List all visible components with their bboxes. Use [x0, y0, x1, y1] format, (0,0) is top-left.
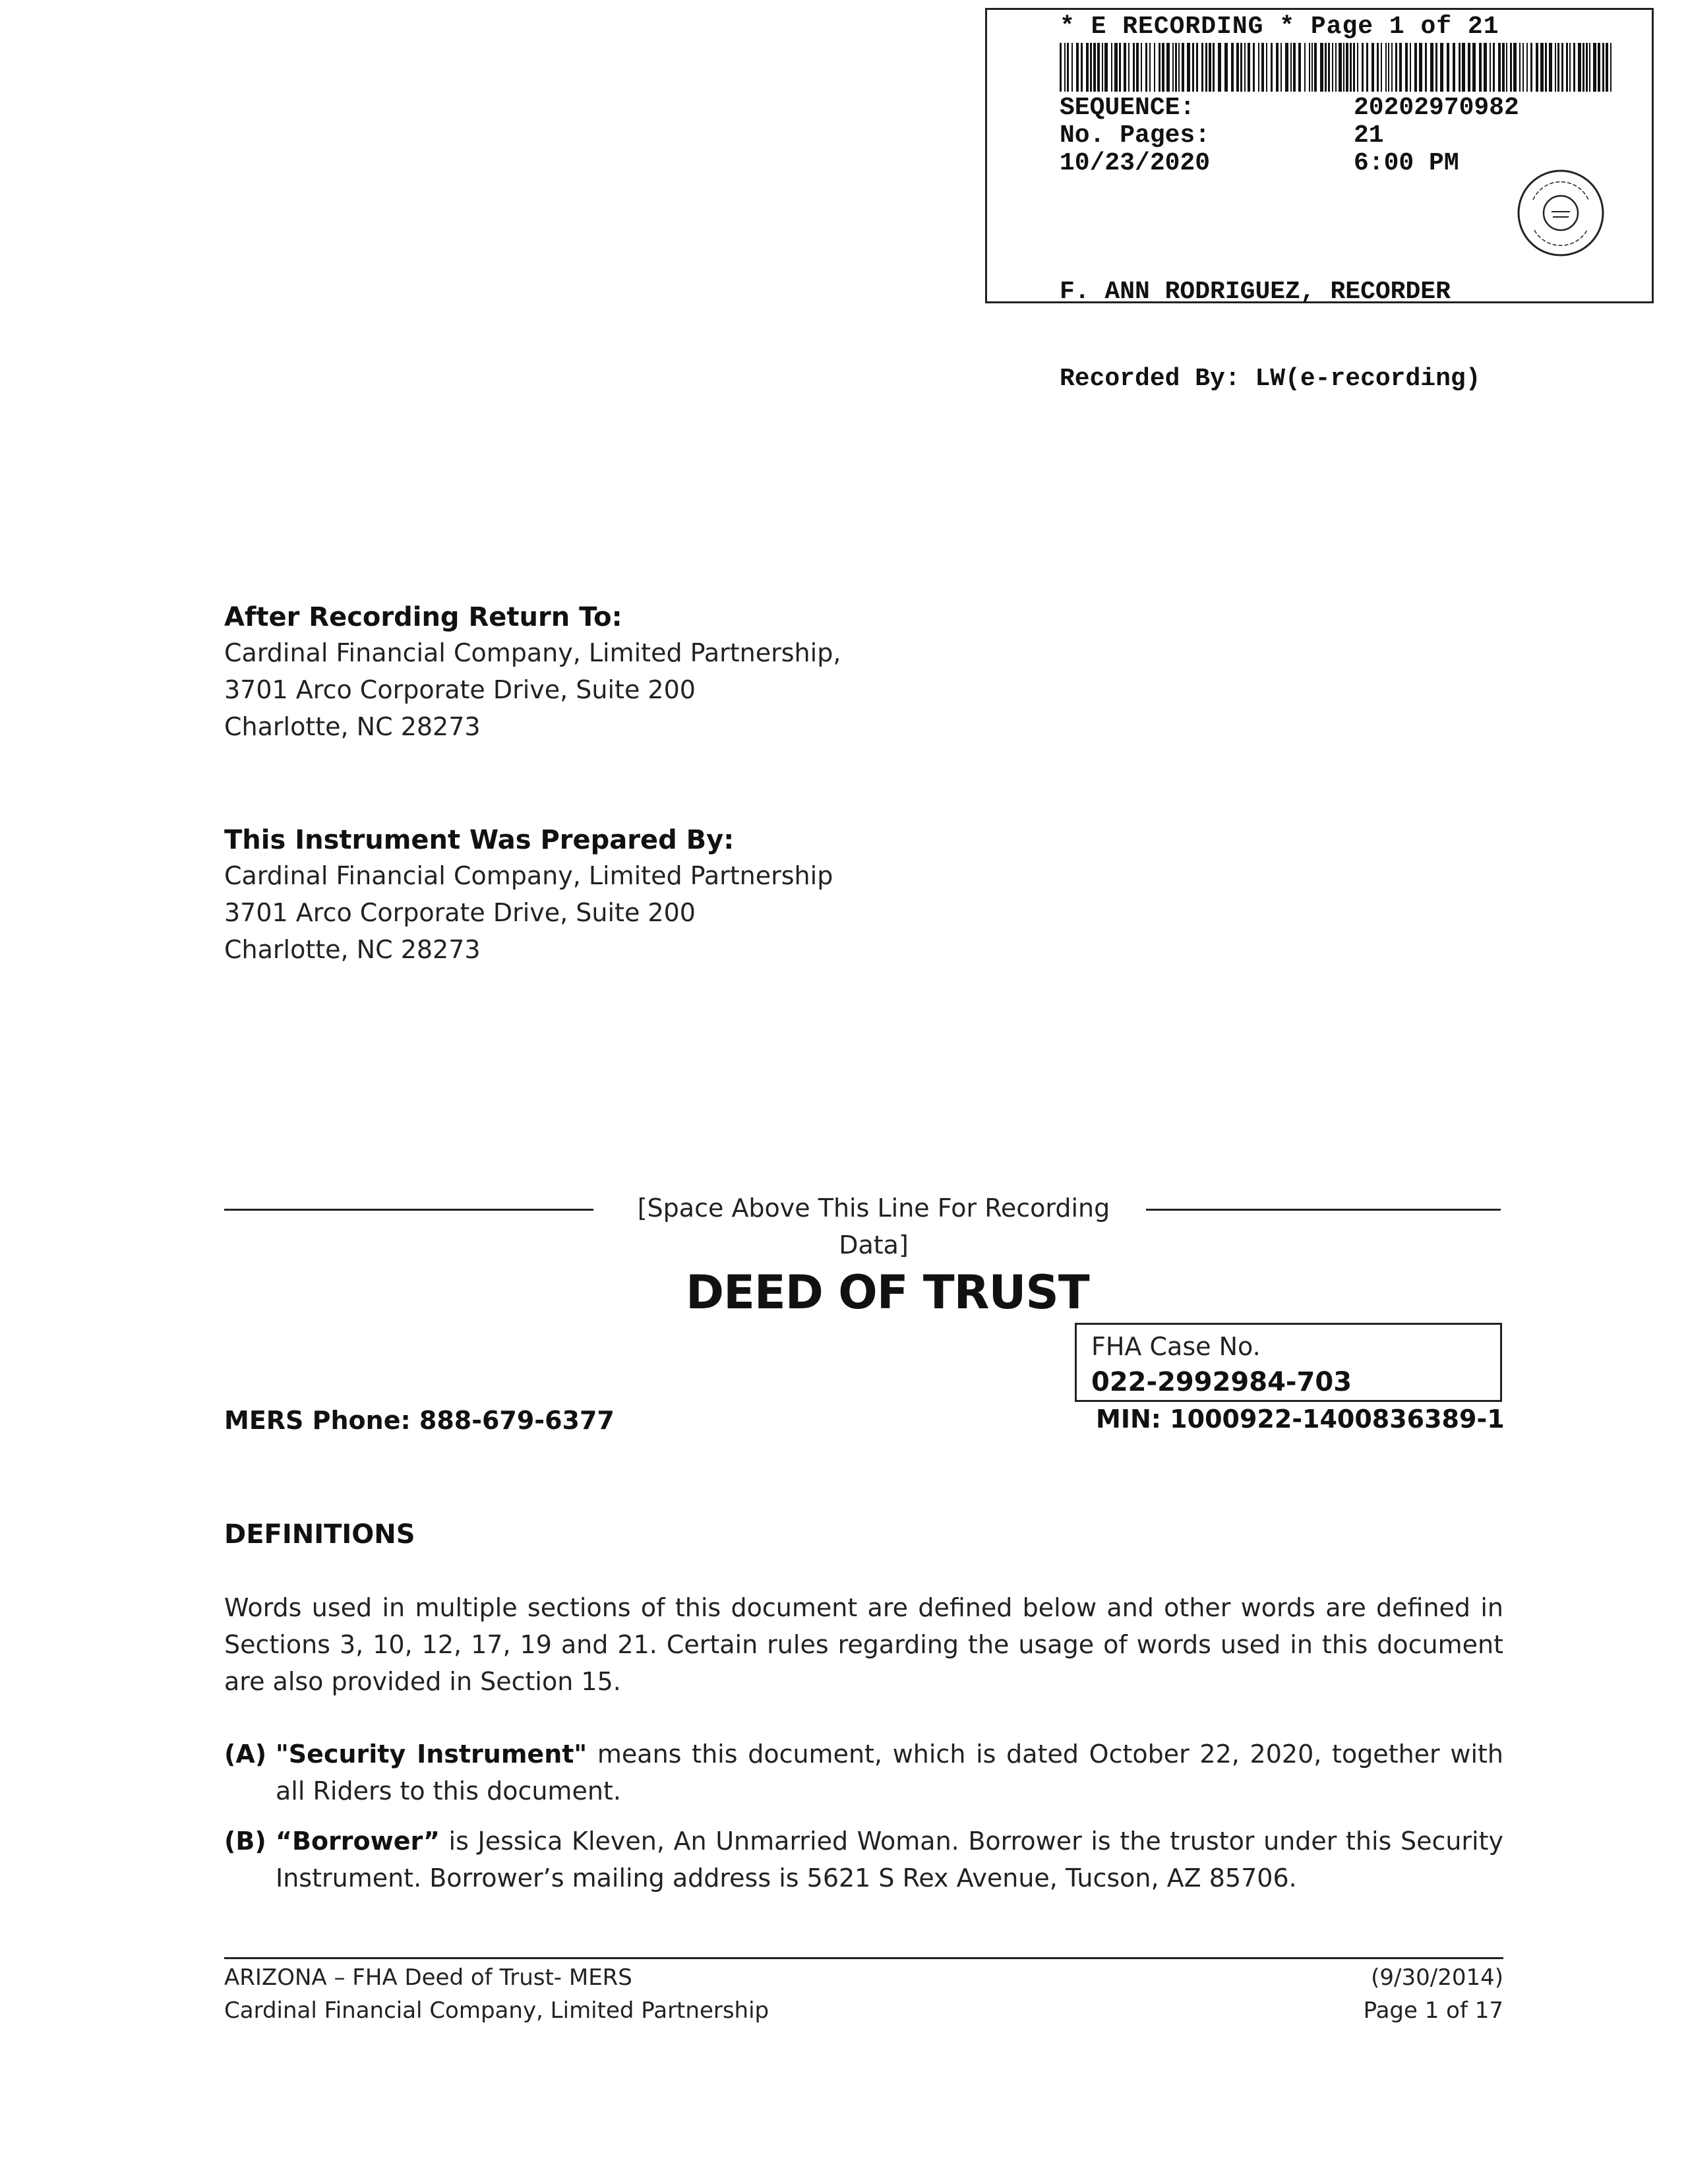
barcode-bar — [1266, 43, 1267, 92]
barcode-bar — [1569, 43, 1571, 92]
barcode-bar — [1205, 43, 1207, 92]
barcode-bar — [1526, 43, 1528, 92]
stamp-label: 10/23/2020 — [1060, 149, 1211, 177]
barcode-bar — [1586, 43, 1588, 92]
barcode-bar — [1182, 43, 1184, 92]
barcode-bar — [1506, 43, 1507, 92]
barcode-bar — [1391, 43, 1393, 92]
stamp-fields — [1060, 94, 1587, 177]
barcode-bar — [1493, 43, 1495, 92]
return-to-block — [224, 600, 841, 745]
barcode-bar — [1453, 43, 1455, 92]
barcode-bar — [1290, 43, 1292, 92]
barcode-bar — [1236, 43, 1239, 92]
barcode-bar — [1545, 43, 1547, 92]
barcode-bar — [1298, 43, 1301, 92]
barcode-bar — [1419, 43, 1422, 92]
prepared-by-heading: This Instrument Was Prepared By: — [224, 825, 735, 855]
barcode-bar — [1414, 43, 1417, 92]
footer-page-number: Page 1 of 17 — [1363, 1997, 1503, 2024]
barcode-bar — [1346, 43, 1348, 92]
barcode-bar — [1593, 43, 1596, 92]
barcode-bar — [1309, 43, 1310, 92]
barcode-bar — [1258, 43, 1259, 92]
stamp-row-pages — [1060, 122, 1587, 150]
barcode-bar — [1447, 43, 1449, 92]
barcode-bar — [1114, 43, 1118, 92]
footer-right — [1253, 1961, 1503, 2027]
barcode-bar — [1353, 43, 1355, 92]
barcode-bar — [1209, 43, 1211, 92]
barcode-bar — [1385, 43, 1387, 92]
stamp-recorder — [1060, 220, 1481, 452]
barcode-bar — [1231, 43, 1234, 92]
prepared-by-line: Charlotte, NC 28273 — [224, 935, 481, 964]
barcode — [1060, 43, 1615, 92]
definition-text — [276, 1823, 1503, 1896]
barcode-bar — [1343, 43, 1344, 92]
barcode-bar — [1162, 43, 1164, 92]
barcode-bar — [1366, 43, 1368, 92]
barcode-bar — [1124, 43, 1126, 92]
barcode-bar — [1557, 43, 1559, 92]
recording-data-divider — [224, 1187, 1501, 1259]
stamp-label: SEQUENCE: — [1060, 94, 1195, 122]
barcode-bar — [1261, 43, 1264, 92]
barcode-bar — [1311, 43, 1313, 92]
barcode-bar — [1097, 43, 1100, 92]
barcode-bar — [1071, 43, 1073, 92]
barcode-bar — [1381, 43, 1382, 92]
barcode-bar — [1425, 43, 1427, 92]
divider-rule — [1146, 1209, 1501, 1211]
document-title: DEED OF TRUST — [686, 1265, 1089, 1320]
barcode-bar — [1119, 43, 1121, 92]
return-to-line: Cardinal Financial Company, Limited Partnership, — [224, 638, 841, 667]
barcode-bar — [1244, 43, 1246, 92]
barcode-bar — [1067, 43, 1069, 92]
definitions-intro: Words used in multiple sections of this document are defined below and other words are defined in Sections 3, 10, 12, 17, 19 and 21. Certain rules regarding the usage of words used in this document are also provided in Section 15. — [224, 1593, 1503, 1696]
barcode-bar — [1192, 43, 1194, 92]
barcode-bar — [1468, 43, 1470, 92]
barcode-bar — [1519, 43, 1521, 92]
barcode-bar — [1060, 43, 1062, 92]
footer-form-date: (9/30/2014) — [1371, 1964, 1503, 1991]
barcode-bar — [1540, 43, 1544, 92]
barcode-bar — [1187, 43, 1190, 92]
barcode-bar — [1086, 43, 1089, 92]
recorder-name: F. ANN RODRIGUEZ, RECORDER — [1060, 278, 1451, 306]
barcode-bar — [1154, 43, 1155, 92]
barcode-bar — [1320, 43, 1323, 92]
barcode-bar — [1276, 43, 1279, 92]
barcode-bar — [1536, 43, 1538, 92]
barcode-bar — [1314, 43, 1317, 92]
barcode-bar — [1128, 43, 1130, 92]
stamp-value: 21 — [1354, 121, 1384, 150]
barcode-bar — [1196, 43, 1198, 92]
barcode-bar — [1410, 43, 1411, 92]
barcode-bar — [1253, 43, 1255, 92]
barcode-bar — [1578, 43, 1581, 92]
barcode-bar — [1606, 43, 1608, 92]
barcode-bar — [1479, 43, 1482, 92]
barcode-bar — [1462, 43, 1465, 92]
barcode-bar — [1271, 43, 1273, 92]
barcode-bar — [1372, 43, 1374, 92]
barcode-bar — [1102, 43, 1103, 92]
barcode-bar — [1490, 43, 1491, 92]
barcode-bar — [1281, 43, 1282, 92]
definition-term: "Security Instrument" — [276, 1740, 588, 1769]
county-seal-icon — [1515, 167, 1607, 259]
barcode-bar — [1513, 43, 1517, 92]
barcode-bar — [1484, 43, 1487, 92]
barcode-bar — [1159, 43, 1160, 92]
barcode-bar — [1339, 43, 1342, 92]
return-to-line: 3701 Arco Corporate Drive, Suite 200 — [224, 675, 696, 704]
barcode-bar — [1090, 43, 1092, 92]
barcode-bar — [1304, 43, 1306, 92]
barcode-bar — [1598, 43, 1600, 92]
return-to-heading: After Recording Return To: — [224, 602, 622, 632]
barcode-bar — [1175, 43, 1177, 92]
fha-case-number: 022-2992984-703 — [1091, 1367, 1352, 1397]
prepared-by-line: Cardinal Financial Company, Limited Partnership — [224, 861, 833, 890]
barcode-bar — [1440, 43, 1443, 92]
prepared-by-block — [224, 823, 833, 968]
barcode-bar — [1350, 43, 1352, 92]
definitions-heading: DEFINITIONS — [224, 1519, 415, 1550]
definition-text — [276, 1736, 1503, 1809]
barcode-bar — [1522, 43, 1524, 92]
mers-phone: MERS Phone: 888-679-6377 — [224, 1406, 615, 1435]
stamp-label: No. Pages: — [1060, 121, 1211, 150]
stamp-value: 6:00 PM — [1354, 149, 1459, 177]
barcode-bar — [1081, 43, 1083, 92]
barcode-bar — [1093, 43, 1096, 92]
barcode-bar — [1430, 43, 1433, 92]
barcode-bar — [1166, 43, 1170, 92]
definition-item — [224, 1736, 1503, 1809]
definition-term: “Borrower” — [276, 1827, 440, 1856]
barcode-bar — [1395, 43, 1397, 92]
barcode-bar — [1377, 43, 1379, 92]
divider-rule — [224, 1209, 593, 1211]
barcode-bar — [1149, 43, 1151, 92]
barcode-bar — [1555, 43, 1556, 92]
barcode-bar — [1502, 43, 1505, 92]
barcode-bar — [1388, 43, 1389, 92]
barcode-bar — [1213, 43, 1215, 92]
barcode-bar — [1357, 43, 1358, 92]
barcode-bar — [1133, 43, 1135, 92]
barcode-bar — [1498, 43, 1501, 92]
fha-case-label: FHA Case No. — [1091, 1332, 1261, 1361]
barcode-bar — [1459, 43, 1461, 92]
barcode-bar — [1530, 43, 1532, 92]
barcode-bar — [1325, 43, 1327, 92]
barcode-bar — [1610, 43, 1612, 92]
barcode-bar — [1293, 43, 1296, 92]
barcode-bar — [1224, 43, 1228, 92]
barcode-bar — [1582, 43, 1584, 92]
barcode-bar — [1076, 43, 1079, 92]
return-to-line: Charlotte, NC 28273 — [224, 712, 481, 741]
barcode-bar — [1399, 43, 1402, 92]
stamp-row-sequence — [1060, 94, 1587, 122]
barcode-bar — [1602, 43, 1604, 92]
barcode-bar — [1141, 43, 1142, 92]
barcode-bar — [1145, 43, 1147, 92]
barcode-bar — [1201, 43, 1203, 92]
min-number: MIN: 1000922-1400836389-1 — [1096, 1405, 1505, 1434]
barcode-bar — [1405, 43, 1408, 92]
barcode-bar — [1172, 43, 1174, 92]
footer-rule — [224, 1957, 1503, 1959]
stamp-header: * E RECORDING * Page 1 of 21 — [1060, 13, 1499, 41]
barcode-bar — [1064, 43, 1066, 92]
barcode-bar — [1589, 43, 1590, 92]
barcode-bar — [1573, 43, 1575, 92]
stamp-value: 20202970982 — [1354, 94, 1519, 122]
recording-stamp — [985, 8, 1654, 393]
definition-body: is Jessica Kleven, An Unmarried Woman. Borrower is the trustor under this Security Instrument. Borrower’s mailing address is 5621 S Rex Avenue, Tucson, AZ 85706. — [276, 1827, 1503, 1893]
barcode-bar — [1248, 43, 1250, 92]
definition-label: (A) — [224, 1740, 267, 1769]
stamp-row-datetime — [1060, 150, 1587, 177]
barcode-bar — [1240, 43, 1242, 92]
barcode-bar — [1136, 43, 1139, 92]
fha-case-box — [1075, 1323, 1502, 1402]
definition-body: means this document, which is dated October 22, 2020, together with all Riders to this document. — [276, 1740, 1503, 1805]
divider-label: [Space Above This Line For Recording Data] — [637, 1194, 1110, 1259]
barcode-bar — [1218, 43, 1221, 92]
barcode-bar — [1104, 43, 1108, 92]
prepared-by-line: 3701 Arco Corporate Drive, Suite 200 — [224, 898, 696, 927]
barcode-bar — [1510, 43, 1512, 92]
definition-label: (B) — [224, 1827, 266, 1856]
barcode-bar — [1335, 43, 1337, 92]
footer-left — [224, 1961, 769, 2027]
footer-company: Cardinal Financial Company, Limited Partnership — [224, 1997, 769, 2024]
barcode-bar — [1332, 43, 1333, 92]
barcode-bar — [1285, 43, 1288, 92]
recorded-by: Recorded By: LW(e-recording) — [1060, 365, 1481, 393]
barcode-bar — [1566, 43, 1568, 92]
barcode-bar — [1328, 43, 1330, 92]
barcode-bar — [1435, 43, 1437, 92]
barcode-bar — [1178, 43, 1180, 92]
footer-form-title: ARIZONA – FHA Deed of Trust- MERS — [224, 1964, 632, 1991]
barcode-bar — [1362, 43, 1364, 92]
barcode-bar — [1472, 43, 1476, 92]
barcode-bar — [1111, 43, 1112, 92]
barcode-bar — [1549, 43, 1552, 92]
barcode-bar — [1561, 43, 1563, 92]
definition-item — [224, 1823, 1503, 1896]
